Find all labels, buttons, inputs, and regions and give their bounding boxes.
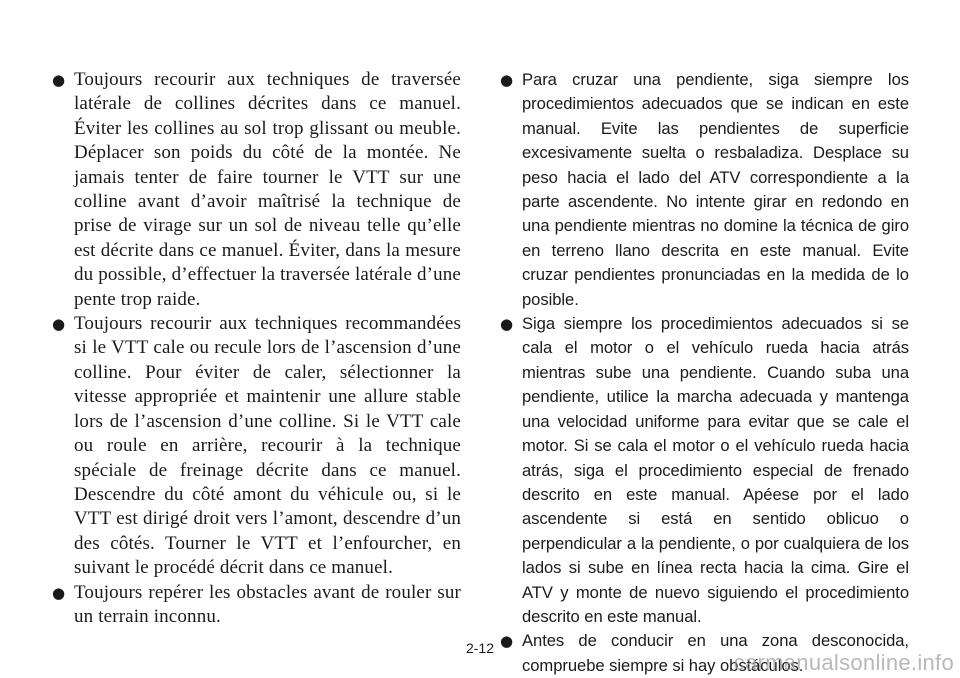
bullet-icon: ●: [52, 583, 66, 602]
french-bullet-text: Toujours recourir aux techniques recommandées si le VTT cale ou recule lors de l’ascension d’une colline. Pour éviter de caler, sélectionner la vitesse appropriée et maintenir une allure stable lors de l’ascension d’une colline. Si le VTT cale ou roule en arrière, recourir à la technique spéciale de freinage décrite dans ce manuel. Descendre du côté amont du véhicule ou, si le VTT est dirigé droit vers l’amont, descendre d’un des côtés. Tourner le VTT et l’enfourcher, en suivant le procédé décrit dans ce manuel.: [74, 313, 461, 579]
french-bullet-text: Toujours repérer les obstacles avant de rouler sur un terrain inconnu.: [74, 581, 461, 627]
bullet-icon: ●: [52, 71, 66, 89]
spanish-bullet-item: [500, 312, 909, 629]
bullet-icon: ●: [52, 315, 66, 334]
bullet-icon: ●: [500, 71, 514, 89]
spanish-bullet-text: Siga siempre los procedimientos adecuados si se cala el motor o el vehículo rueda hacia atrás mientras sube una pendiente. Cuando suba una pendiente, utilice la marcha adecuada y mantenga una velocidad uniforme para evitar que se cale el motor. Si se cala el motor o el vehículo rueda hacia atrás, siga el procedimiento especial de frenado descrito en este manual. Apéese por el lado ascendente si está en sentido oblicuo o perpendicular a la pendiente, o por cualquiera de los lados si sube en línea recta hacia la cima. Gire el ATV y monte de nuevo siguiendo el procedimiento descrito en este manual.: [522, 314, 909, 626]
spanish-column: [500, 68, 909, 678]
french-bullet-item: [52, 68, 461, 312]
page-number: 2-12: [465, 640, 495, 656]
spanish-bullet-item: [500, 68, 909, 312]
bullet-icon: ●: [500, 632, 514, 651]
french-bullet-text: Toujours recourir aux techniques de traversée latérale de collines décrites dans ce manuel. Éviter les collines au sol trop glissant ou meuble. Déplacer son poids du côté de la montée. Ne jamais tenter de faire tourner le VTT sur une colline avant d’avoir maîtrisé la technique de prise de virage sur un sol de niveau telle qu’elle est décrite dans ce manuel. Éviter, dans la mesure du possible, d’effectuer la traversée latérale d’une pente trop raide.: [74, 69, 461, 310]
spanish-bullet-text: Para cruzar una pendiente, siga siempre los procedimientos adecuados que se indican en este manual. Evite las pendientes de superficie excesivamente suelta o resbaladiza. Desplace su peso hacia el lado del ATV correspondiente a la parte ascendente. No intente girar en redondo en una pendiente mientras no domine la técnica de giro en terreno llano descrita en este manual. Evite cruzar pendientes pronunciadas en la medida de lo posible.: [522, 70, 909, 309]
bullet-icon: ●: [500, 315, 514, 334]
french-bullet-item: [52, 581, 461, 630]
french-bullet-item: [52, 312, 461, 580]
spanish-bullet-text: Antes de conducir en una zona desconocida, compruebe siempre si hay obstáculos.: [522, 631, 909, 675]
french-column: [52, 68, 461, 629]
watermark: carmanualsonline.info: [733, 650, 954, 675]
